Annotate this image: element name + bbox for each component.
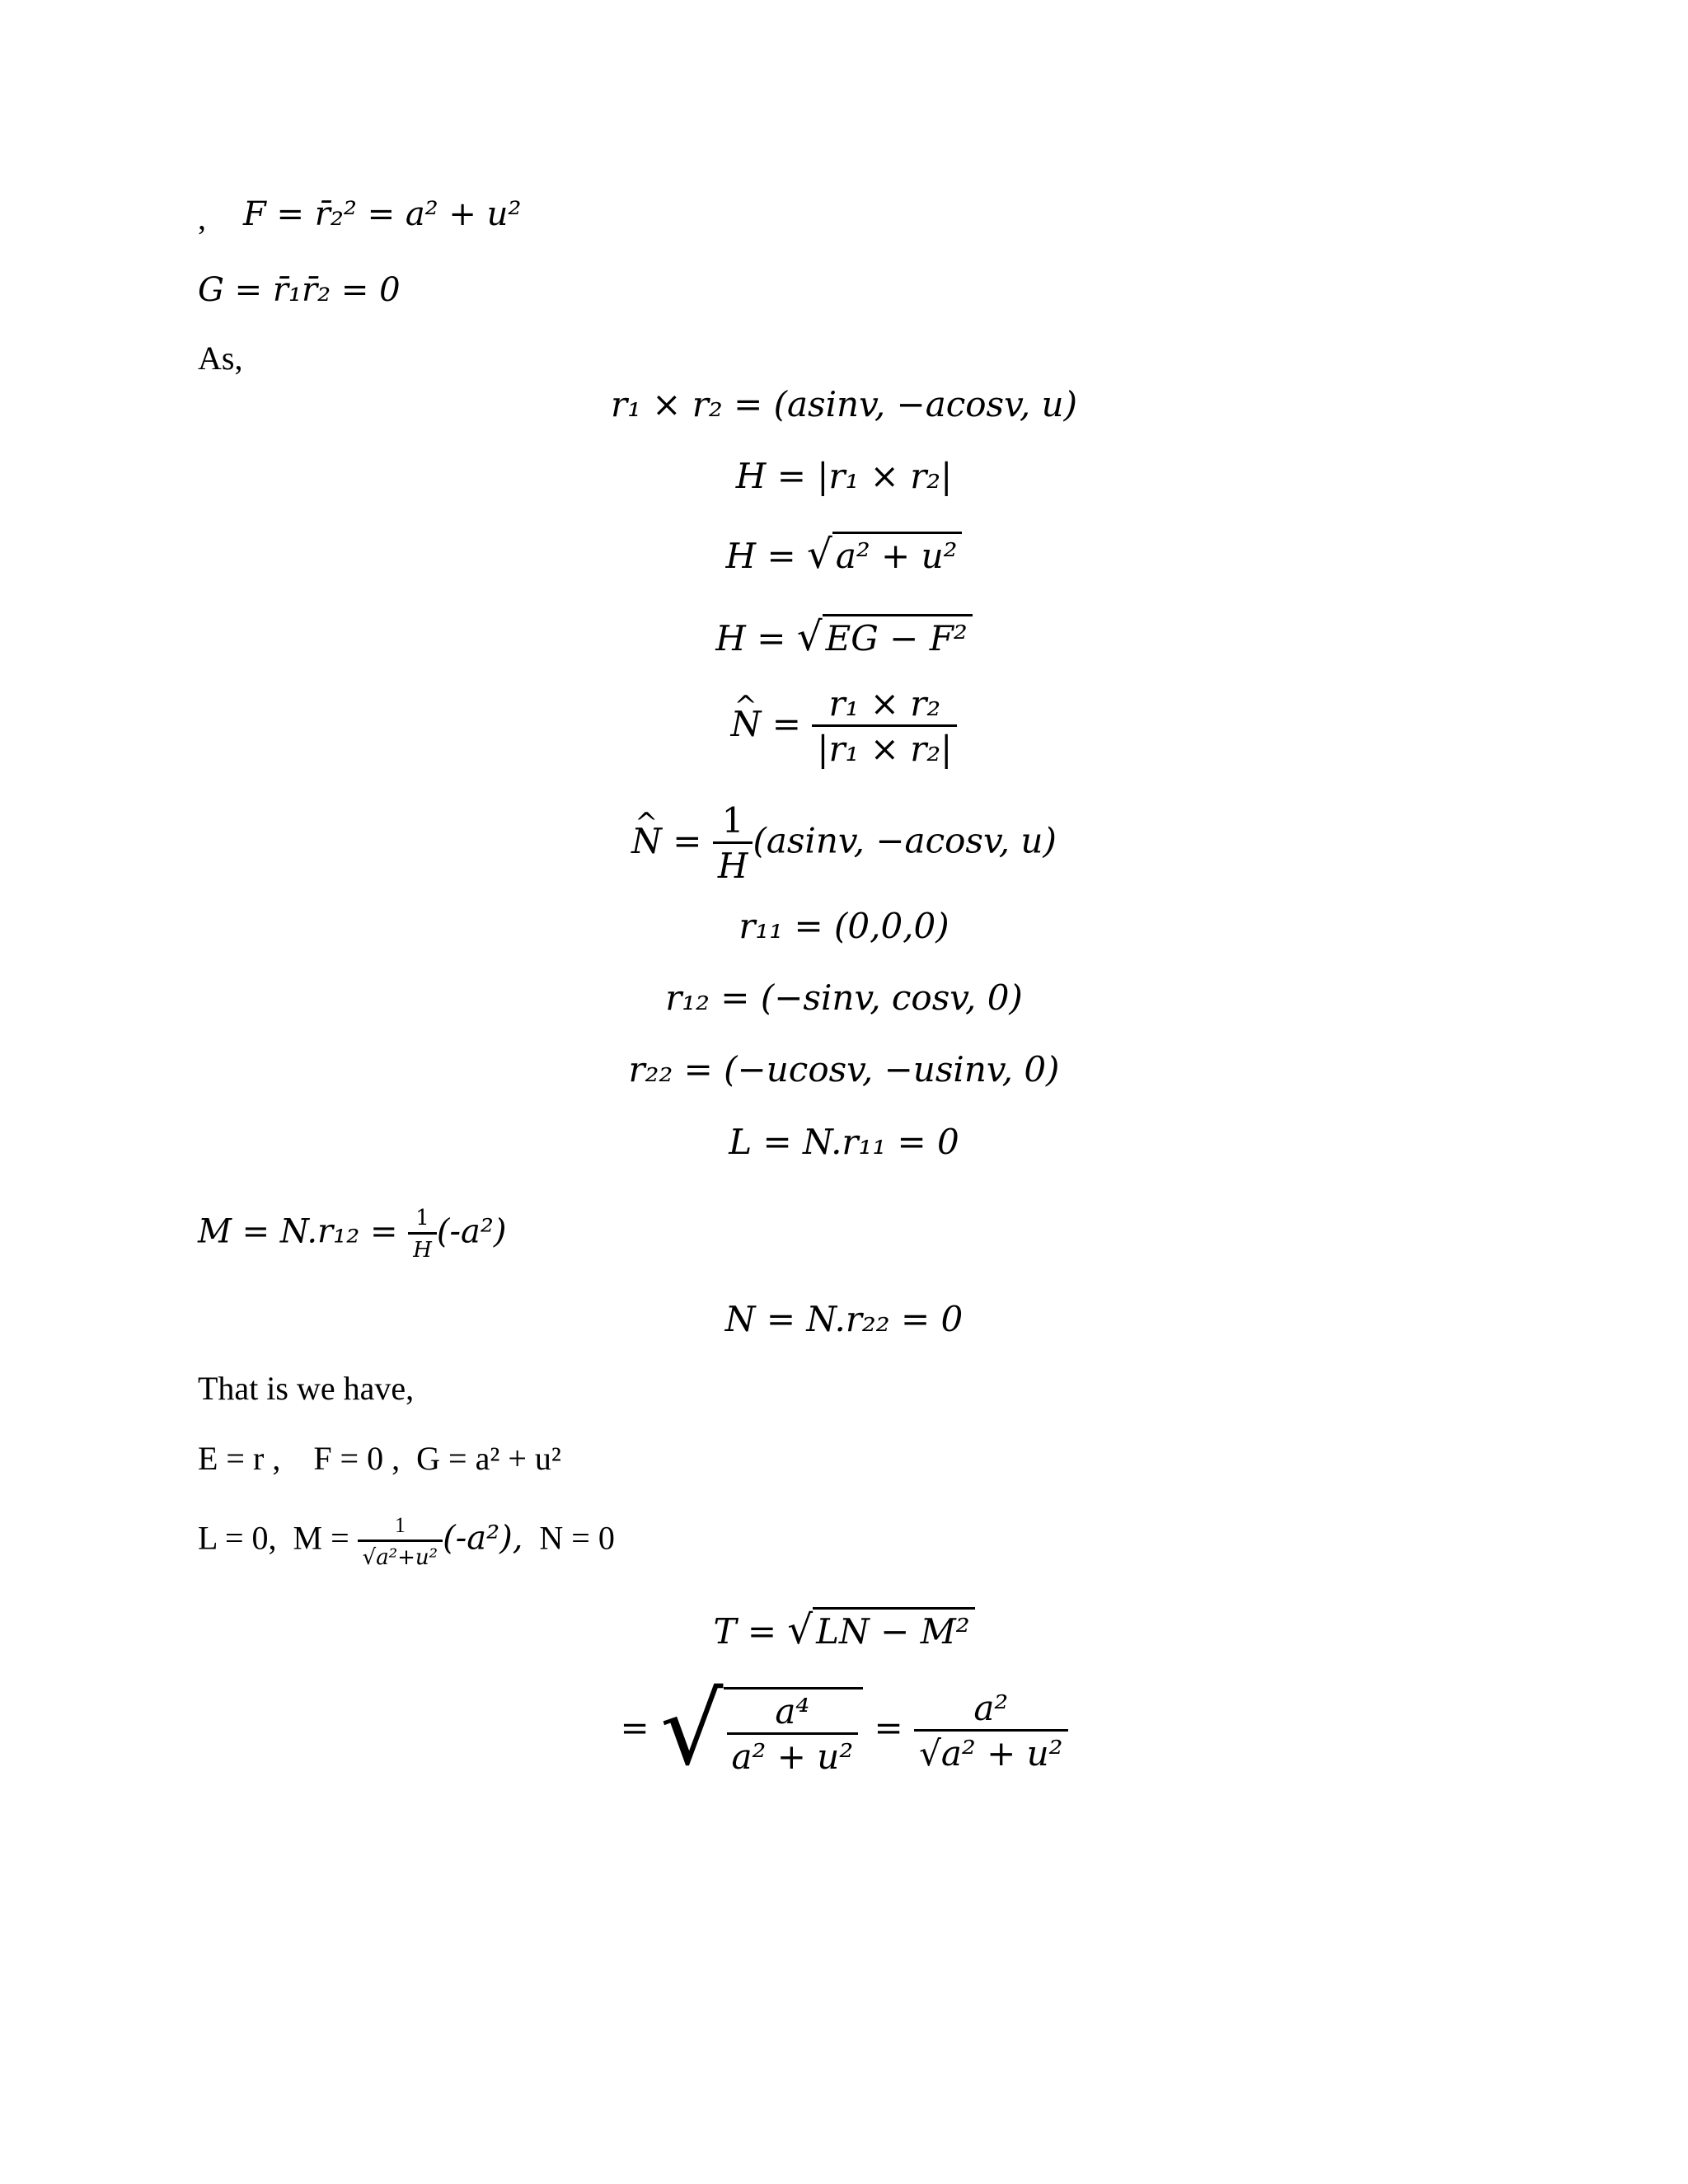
eq-H-sqrt-radicand: a² + u² xyxy=(832,532,963,574)
eq-N1-lhs: ^ N = xyxy=(731,707,801,742)
eq-M-num: 1 xyxy=(408,1207,437,1235)
eq-N2-num: 1 xyxy=(713,804,753,844)
eq-E: E = r , xyxy=(198,1440,281,1477)
eq-T-lhs: T = xyxy=(713,1611,777,1652)
eq-M-lhs: M = N.r₁₂ = xyxy=(198,1212,398,1251)
eq-r11: r₁₁ = (0,0,0) xyxy=(738,906,950,946)
eq-LMN-rhs: (-a²), xyxy=(443,1519,523,1558)
eq-T xyxy=(0,1607,1688,1653)
eq-L: L = N.r₁₁ = 0 xyxy=(729,1122,959,1162)
eq-N2-lhs: ^ N = xyxy=(631,824,701,859)
eq-H-sqrt-lhs: H = xyxy=(725,536,796,576)
eq-EFG xyxy=(198,1442,561,1475)
eq-N-unit-normal xyxy=(0,683,1688,769)
eq-LMN-fraction xyxy=(358,1515,443,1568)
eq-final-den2: √a² + u² xyxy=(919,1732,1063,1774)
eq-N2-rhs: (asinv, −acosv, u) xyxy=(753,820,1057,861)
eq-LMN-N: N = 0 xyxy=(539,1519,615,1557)
eq-final-eq1: = xyxy=(620,1708,649,1748)
eq-final-num1: a⁴ xyxy=(727,1694,859,1735)
eq-M-den: H xyxy=(413,1238,432,1263)
eq-H-sqrt xyxy=(0,532,1688,578)
eq-M-rhs: (-a²) xyxy=(436,1212,507,1251)
eq-LMN xyxy=(198,1515,615,1568)
sqrt-symbol-large: √ xyxy=(660,1673,724,1788)
text-that-is-we-have: That is we have, xyxy=(198,1370,415,1407)
eq-N2-fraction xyxy=(713,800,753,886)
eq-final-frac2 xyxy=(914,1687,1067,1774)
eq-final-frac1 xyxy=(727,1691,859,1777)
eq-H-EGF-radicand: EG − F² xyxy=(823,614,973,656)
eq-final-num2: a² xyxy=(914,1691,1067,1732)
eq-N-vector xyxy=(0,800,1688,886)
eq-M xyxy=(198,1207,507,1261)
eq-final-den1: a² + u² xyxy=(731,1736,854,1777)
eq-final-radicand xyxy=(724,1687,864,1777)
eq-LMN-num: 1 xyxy=(358,1515,443,1542)
sqrt-symbol: √ xyxy=(787,1607,814,1653)
eq-r22: r₂₂ = (−ucosv, −usinv, 0) xyxy=(628,1049,1060,1090)
eq-M-fraction xyxy=(408,1207,437,1261)
eq-N1-num: r₁ × r₂ xyxy=(812,687,957,727)
comma: , xyxy=(198,199,206,237)
eq-LMN-den: √a²+u² xyxy=(362,1545,438,1570)
eq-N2-den: H xyxy=(717,846,748,886)
eq-F: F = 0 , xyxy=(313,1440,401,1477)
eq-final xyxy=(0,1673,1688,1788)
text-as: As, xyxy=(198,340,243,377)
eq-LMN-L: L = 0, xyxy=(198,1519,277,1557)
eq-cross-product: r₁ × r₂ = (asinv, −acosv, u) xyxy=(611,384,1077,424)
eq-H-norm: H = |r₁ × r₂| xyxy=(735,456,953,496)
eq-H-EGF-lhs: H = xyxy=(715,618,786,658)
eq-G-def: G = r̄₁r̄₂ = 0 xyxy=(198,271,401,309)
sqrt-symbol: √ xyxy=(807,532,832,578)
eq-F-def: F = r̄₂² = a² + u² xyxy=(243,195,522,233)
eq-G: G = a² + u² xyxy=(416,1440,561,1477)
eq-N-coeff: N = N.r₂₂ = 0 xyxy=(724,1299,964,1339)
eq-H-EGF xyxy=(0,614,1688,660)
eq-LMN-M: M = xyxy=(293,1519,349,1557)
eq-N1-den: |r₁ × r₂| xyxy=(817,729,953,769)
sqrt-symbol: √ xyxy=(796,614,823,660)
eq-final-eq2: = xyxy=(874,1708,903,1748)
eq-T-radicand: LN − M² xyxy=(813,1607,974,1649)
eq-N1-fraction xyxy=(812,683,957,769)
eq-r12: r₁₂ = (−sinv, cosv, 0) xyxy=(665,977,1023,1018)
